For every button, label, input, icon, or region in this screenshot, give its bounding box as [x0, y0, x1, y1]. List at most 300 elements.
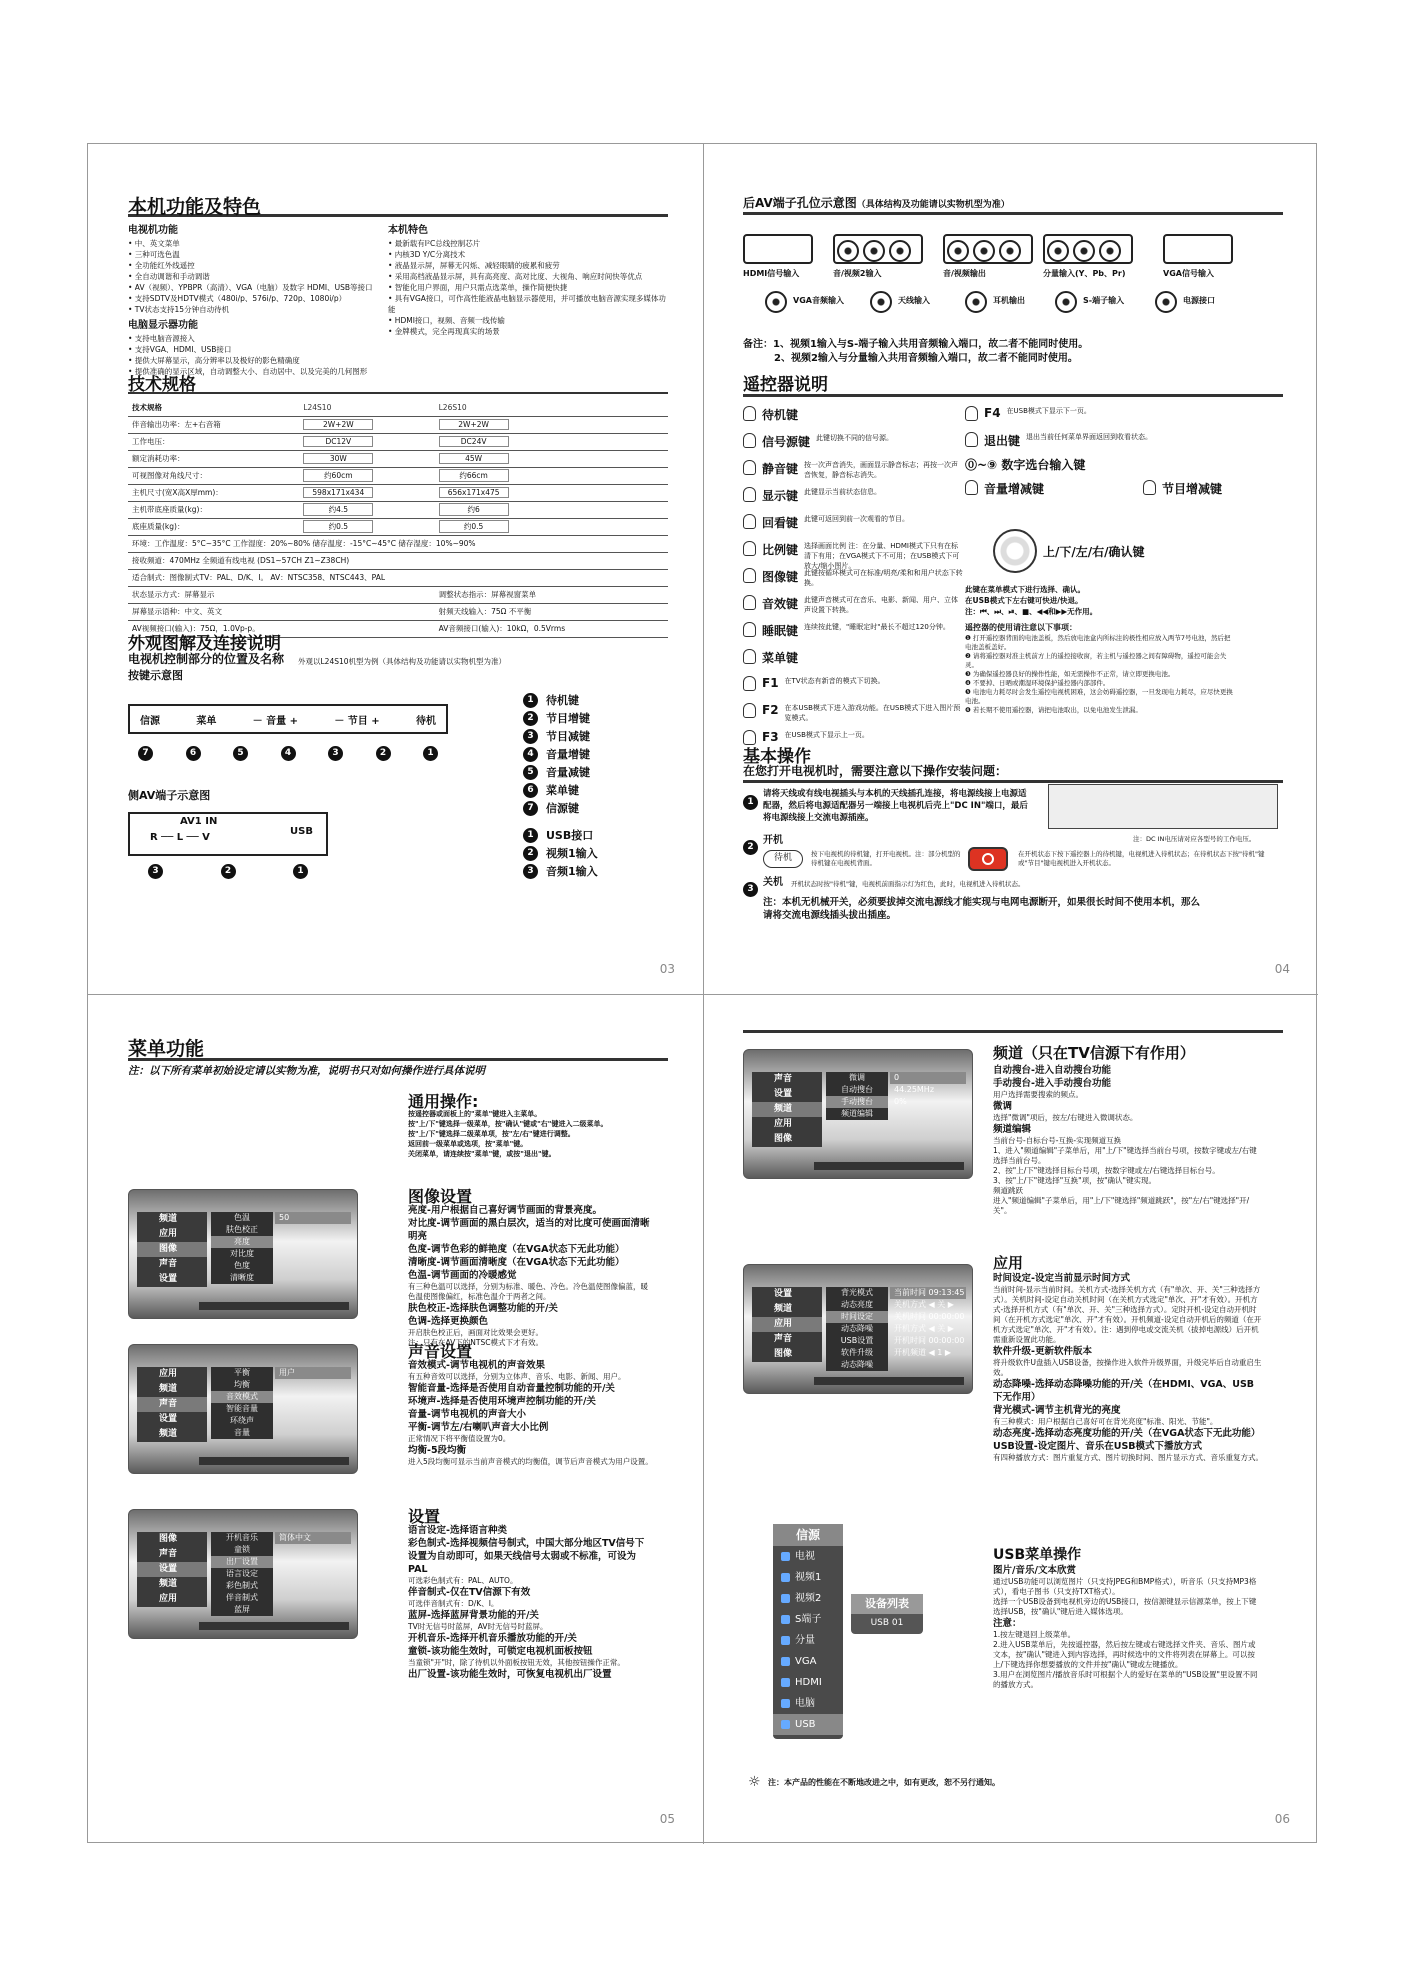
- menu-left-item[interactable]: 应用: [159, 1594, 178, 1604]
- tv-func-item: • 全功能红外线遥控: [128, 261, 195, 270]
- power-icon: [982, 853, 994, 865]
- section-item: 蓝屏-选择蓝屏背景功能的开/关: [408, 1610, 539, 1621]
- menu-mid-item[interactable]: 色度: [234, 1261, 250, 1270]
- menu-left-item[interactable]: 声音: [137, 1397, 207, 1412]
- source-label: 视频1: [795, 1572, 822, 1583]
- source-label: 分量: [795, 1635, 815, 1646]
- usb-title: USB菜单操作: [993, 1547, 1082, 1563]
- remote-button-icon: [743, 460, 756, 475]
- spec-line: 环境：工作温度：5°C~35°C 工作湿度：20%~80% 储存温度：-15°C~45°C 储存湿度：10%~90%: [128, 535, 668, 552]
- rear-port-label: 耳机输出: [993, 296, 1025, 305]
- spec-header-cell: L24S10: [299, 399, 434, 416]
- key-list-item: [523, 710, 590, 726]
- spec-value: 30W: [303, 453, 373, 464]
- tv-func-item: • 中、英文菜单: [128, 239, 180, 248]
- menu-mid-item[interactable]: 亮度: [211, 1236, 273, 1248]
- menu-mid-item[interactable]: 时间设定: [826, 1311, 888, 1323]
- rear-port-label: HDMI信号输入: [743, 269, 800, 278]
- source-item[interactable]: [773, 1546, 843, 1567]
- source-icon: [781, 1594, 790, 1603]
- source-label: 视频2: [795, 1593, 822, 1604]
- page-04: 后AV端子孔位示意图（具体结构及功能请以实物机型为准） HDMI信号输入 音/视频2输入 音/视频输出 分量输入(Y、Pb、Pr) VGA信号输入 VGA音频输入 天线输入 耳机输出 S-端子输入 电源接口 备注：1、视频1输入与S-端子输入共用音频输入端口，故二者不能同时使用。 2、视频2输入与分量输入共用音频输入端口，故二者不能同时使用。 遥控器说明 待机键 信号源键 此键切换不同的信号源。 静音键 按一次声音消失，画面显示静音标志；再按一次声音恢复，静音标志消失。 显示键 此键显示当前状态信息。 回看键 此键可返回到前一次观看的节目。 比例键 选择画面比例 注：在分量、HDMI模式下只有在标清下有用；在VGA模式下不可用；在USB模式下可放大/缩小图片。 图像键 此键按循环模式可在标准/明亮/柔和和用户状态下转换。 音效键 此键声音模式可在音乐、电影、新闻、用户、立体声设置下转换。 睡眠键 连续按此键，"睡眠定时"最长不超过120分钟。 菜单键 F1 在TV状态有新音的模式下切换。 F2 在本USB模式下进入游戏功能。在USB模式下进入图片预览模式。 F3 在USB模式下显示上一页。 F4 在USB模式下显示下一页。 退出键 退出当前任何菜单界面返回到收看状态。 ⓪~⑨ 数字选台输入键 音量增减键 节目增减键 上/下/左/右/确认键 此键在菜单模式下进行选择、确认。 在USB模式下左右键可快进/快退。 注：⏮、⏭、⏯、■、◀◀和▶▶无作用。 遥控器的使用请注意以下事项： ❶ 打开遥控器背面的电池盖板，然后放电池盒内所标注的极性相应放入两节7号电池，然后把电池盖板盖好。 ❷ 请将遥控器对准主机前方上的遥控接收窗，若主机与遥控器之间有障碍物，遥控可能会失灵。 ❸ 为确保遥控器良好的操作性能，如无需操作不正常，请立即更换电池。 ❹ 不要掉、日晒或潮湿环境保护遥控器内部部件。 ❺ 电池电力耗尽时会发生遥控电视机困难，这会妨碍遥控器，一旦发现电力耗尽，应尽快更换电池。 ❻ 若长期不使用遥控器，请把电池取出，以免电池发生泄漏。 基本操作 在您打开电视机时，需要注意以下操作安装问题： 1 请将天线或有线电视插头与本机的天线插孔连接，将电源线接上电源适配器，然后将电源适配器另一端接上电视机后壳上"DC IN"端口，最后将电源线接上交流电源插座。 注：DC IN电压请对应各型号的工作电压。 2 开机 待机 按下电视机的待机键，打开电视机。注：部分机型的待机键在电视机背面。 在开机状态下按下遥控器上的待机键，电视机进入待机状态；在待机状态下按"待机"键或"节目"键电视机进入开机状态。 3 关机 开机状态时按"待机"键，电视机前面指示灯为红色，此时，电视机进入待机状态。 注：本机无机械开关，必须要拔掉交流电源线才能实现与电网电源断开，如果很长时间不使用本机，那么请将交流电源线插头拔出插座。 04: [743, 196, 1290, 976]
- source-label: S端子: [795, 1614, 822, 1625]
- section-small: 正常情况下将平衡值设置为0。: [408, 1434, 511, 1443]
- menu-mid-item[interactable]: 清晰度: [230, 1273, 254, 1282]
- remote-key-row: [743, 460, 963, 480]
- side-av-title: 侧AV端子示意图: [128, 789, 211, 802]
- remote-button-icon: [743, 676, 756, 691]
- menu-right-item[interactable]: 0%: [894, 1097, 907, 1106]
- remote-care-item: ❺ 电池电力耗尽时会发生遥控电视机困难，这会妨碍遥控器，一旦发现电力耗尽，应尽快更换电池。: [965, 688, 1233, 705]
- setup-title: 设置: [408, 1507, 441, 1526]
- remote-key-name: 上/下/左/右/确认键: [1043, 545, 1145, 559]
- top-rule: [743, 1030, 1283, 1033]
- usb-label: USB: [290, 826, 313, 837]
- section-small: 当前台号-自标台号-互换-实现频道互换: [993, 1136, 1122, 1145]
- page-number: 05: [659, 1812, 675, 1826]
- remote-key-name: F2: [762, 703, 779, 717]
- menu-mid-item[interactable]: 动态亮度: [841, 1300, 873, 1309]
- remote-button-icon: [743, 514, 756, 529]
- rear-port: [943, 234, 1033, 264]
- side-list-item: [523, 863, 598, 879]
- key-number: 7: [138, 746, 153, 761]
- page-06: [703, 994, 1318, 1844]
- source-item[interactable]: [773, 1714, 843, 1735]
- dpad-icon: [993, 529, 1037, 573]
- rlv-label: R ── L ── V: [150, 832, 210, 843]
- keys-diagram-title: 按键示意图: [128, 669, 183, 682]
- menu-left-item[interactable]: 设置: [137, 1562, 207, 1577]
- spec-table: [128, 399, 668, 638]
- spec-line: 适合制式：图像制式TV：PAL、D/K、I。 AV：NTSC358、NTSC443、PAL: [128, 569, 668, 586]
- menu-right-item[interactable]: 开机频道 ◀ 1 ▶: [894, 1348, 952, 1357]
- control-title: 电视机控制部分的位置及名称: [128, 652, 285, 666]
- tv-func-item: • 全自动调谐和手动调谐: [128, 272, 210, 281]
- menu-mid-item[interactable]: 蓝屏: [234, 1605, 250, 1614]
- general-item: 按"上/下"键选择二级菜单项，按"左/右"键进行调整。: [408, 1130, 575, 1138]
- feature-item: • 采用高档液晶显示屏，具有高亮度、高对比度、大视角、响应时间快等优点: [388, 272, 643, 281]
- remote-key-name: 信号源键: [762, 435, 811, 449]
- menu-left-item[interactable]: 频道: [774, 1304, 793, 1314]
- remote-button-icon: [743, 568, 756, 583]
- rca-jack-icon: [1073, 240, 1095, 262]
- key-number: 4: [281, 746, 296, 761]
- remote-key-name: 图像键: [762, 570, 799, 584]
- rear-jack-icon: [1155, 291, 1177, 313]
- key-list-item: [523, 728, 590, 744]
- channel-section: [993, 1064, 1263, 1216]
- key-list-item: [523, 692, 579, 708]
- section-item: 肤色校正-选择肤色调整功能的开/关: [408, 1303, 558, 1314]
- section-small: 3.用户在浏览图片/播放音乐时可根据个人的爱好在菜单的"USB设置"里设置不同的播放方式。: [993, 1670, 1258, 1689]
- menu-mid-item[interactable]: USB设置: [840, 1336, 874, 1345]
- menu-left-item[interactable]: 应用: [774, 1119, 793, 1129]
- source-icon: [781, 1573, 790, 1582]
- source-icon: [781, 1552, 790, 1561]
- source-item[interactable]: [773, 1588, 843, 1609]
- key-list-number: 2: [523, 711, 538, 726]
- section-item: 动态亮度-选择动态亮度功能的开/关（在VGA状态下无此功能）: [993, 1428, 1261, 1439]
- menu-left-item[interactable]: 应用: [752, 1317, 822, 1332]
- section-item: 彩色制式-选择视频信号制式，中国大部分地区TV信号下设置为自动即可，如果天线信号太弱或不标准，可设为PAL: [408, 1538, 645, 1575]
- menu-mid-item[interactable]: 动态降噪: [841, 1324, 873, 1333]
- key-list-item: [523, 746, 590, 762]
- remote-button-icon: [743, 649, 756, 664]
- menu-left-item[interactable]: 频道: [159, 1579, 178, 1589]
- menu-mid-item[interactable]: 音效模式: [211, 1391, 273, 1403]
- spec-line: AV音频接口(输入)：10kΩ，0.5Vrms: [435, 620, 668, 637]
- menu-mid-item[interactable]: 背光模式: [841, 1288, 873, 1297]
- source-icon: [781, 1699, 790, 1708]
- spec-value: 2W+2W: [303, 419, 373, 430]
- key-list-label: 节目减键: [546, 730, 590, 743]
- spec-cell: [435, 501, 647, 518]
- source-item[interactable]: [773, 1630, 843, 1651]
- menu-note: 注：以下所有菜单初始设定请以实物为准，说明书只对如何操作进行具体说明: [128, 1065, 485, 1077]
- sound-section: [408, 1359, 653, 1467]
- side-list-number: 3: [523, 864, 538, 879]
- menu-left-item[interactable]: 设置: [159, 1274, 178, 1284]
- remote-care-title: 遥控器的使用请注意以下事项：: [965, 623, 1077, 632]
- menu-mid-item[interactable]: 童锁: [234, 1545, 250, 1554]
- panel-key-label: 信源: [140, 716, 160, 727]
- rear-port-label: VGA信号输入: [1163, 269, 1214, 278]
- key-list-number: 6: [523, 783, 538, 798]
- menu-right-item[interactable]: 开机时间 00:00:00: [894, 1336, 965, 1345]
- spec-cell: [299, 484, 434, 501]
- section-item: 音量-调节电视机的声音大小: [408, 1409, 526, 1420]
- remote-care-item: ❹ 不要掉、日晒或潮湿环境保护遥控器内部部件。: [965, 679, 1110, 687]
- spec-cell: 底座质量(kg)：: [128, 518, 299, 535]
- rca-jack-icon: [837, 240, 859, 262]
- spec-cell: [435, 518, 647, 535]
- key-list-number: 4: [523, 747, 538, 762]
- menu-mid-item[interactable]: 语言设定: [226, 1569, 258, 1578]
- menu-mid-item[interactable]: 微调: [849, 1073, 865, 1082]
- remote-power-button[interactable]: [968, 847, 1008, 871]
- menu-right-item[interactable]: 当前时间 09:13:45: [890, 1287, 966, 1299]
- general-item: 返回前一级菜单或选项，按"菜单"键。: [408, 1140, 528, 1148]
- menu-left-item[interactable]: 频道: [752, 1102, 822, 1117]
- menu-left-item[interactable]: 设置: [774, 1089, 793, 1099]
- section-item: 色调-选择更换颜色: [408, 1316, 488, 1327]
- app-section: [993, 1272, 1263, 1463]
- remote-key-row: [965, 432, 1152, 449]
- menu-right-item[interactable]: 关机方式 ◀ 关 ▶: [894, 1300, 954, 1309]
- section-item: 手动搜台-进入手动搜台功能: [993, 1078, 1111, 1089]
- spec-cell: 主机尺寸(宽X高X厚mm)：: [128, 484, 299, 501]
- rear-port: [743, 234, 813, 264]
- remote-key-name: 回看键: [762, 516, 799, 530]
- basic-step-1: 请将天线或有线电视插头与本机的天线插孔连接，将电源线接上电源适配器，然后将电源适配器另一端接上电视机后壳上"DC IN"端口，最后将电源线接上交流电源插座。: [763, 789, 1028, 823]
- spec-cell: [299, 501, 434, 518]
- remote-button-icon: [743, 541, 756, 556]
- menu-left-item[interactable]: 声音: [159, 1259, 178, 1269]
- spec-row: [128, 501, 668, 518]
- remote-care-item: ❻ 若长期不使用遥控器，请把电池取出，以免电池发生泄漏。: [965, 706, 1142, 714]
- source-menu-title: 信源: [773, 1524, 843, 1546]
- rear-port-label: VGA音频输入: [793, 296, 844, 305]
- menu-right-item[interactable]: 50: [275, 1212, 351, 1224]
- remote-button-icon: [965, 432, 978, 447]
- section-small: 注：只有在AV下的NTSC模式下才有效。: [408, 1338, 543, 1347]
- basic-note: 注：DC IN电压请对应各型号的工作电压。: [1133, 835, 1256, 843]
- rear-title: 后AV端子孔位示意图（具体结构及功能请以实物机型为准）: [743, 196, 1010, 210]
- menu-mid-item[interactable]: 对比度: [230, 1249, 254, 1258]
- section-item: 环境声-选择是否使用环境声控制功能的开/关: [408, 1396, 596, 1407]
- menu-right-item[interactable]: 关机时间 00:00:00: [894, 1312, 965, 1321]
- spec-row: [128, 484, 668, 501]
- section-small: 当童锁"开"时，除了待机以外面板按钮无效，其他按钮操作正常。: [408, 1658, 625, 1667]
- source-item[interactable]: [773, 1651, 843, 1672]
- side-list-number: 2: [523, 846, 538, 861]
- basic-sub: 在您打开电视机时，需要注意以下操作安装问题：: [743, 764, 1008, 778]
- basic-title: 基本操作: [743, 747, 811, 767]
- panel-key-label: 菜单: [196, 716, 217, 727]
- spec-cell: 主机带底座质量(kg)：: [128, 501, 299, 518]
- page-title: 本机功能及特色: [128, 196, 262, 218]
- section-item: 均衡-5段均衡: [408, 1445, 467, 1456]
- general-list: [408, 1109, 648, 1159]
- remote-key-row: [1143, 480, 1222, 497]
- section-item: 语言设定-选择语言种类: [408, 1525, 507, 1536]
- menu-mid-item[interactable]: 伴音制式: [226, 1593, 258, 1602]
- menu-mid-item[interactable]: 环绕声: [230, 1416, 254, 1425]
- section-small: 有四种播放方式：图片重复方式、图片切换时间、图片显示方式、音乐重复方式。: [993, 1453, 1263, 1462]
- section-item: 背光模式-调节主机背光的亮度: [993, 1405, 1121, 1416]
- remote-key-desc: 此键显示当前状态信息。: [804, 488, 882, 496]
- menu-mid-item[interactable]: 手动搜台: [826, 1096, 888, 1108]
- menu-left-item[interactable]: 图像: [137, 1242, 207, 1257]
- page-03: [88, 144, 703, 994]
- section-small: 可选伴音制式有：D/K、I。: [408, 1599, 499, 1608]
- spec-row: [128, 467, 668, 484]
- menu-left-item[interactable]: 图像: [774, 1349, 793, 1359]
- remote-key-row: [743, 703, 963, 723]
- spec-cell: 可视图像对角线尺寸：: [128, 467, 299, 484]
- key-number: 5: [233, 746, 248, 761]
- spec-line: 屏幕显示语种：中文、英文: [128, 603, 435, 620]
- device-usb-01[interactable]: USB 01: [870, 1618, 904, 1628]
- image-section: [408, 1204, 653, 1348]
- app-title: 应用: [993, 1254, 1024, 1272]
- section-small: 频道跳跃: [993, 1186, 1023, 1195]
- section-small: 选择"微调"项后，按左/右键进入微调状态。: [993, 1113, 1138, 1122]
- key-list-item: [523, 800, 579, 816]
- remote-key-row: [743, 541, 963, 571]
- section-item: 频道编辑: [993, 1124, 1032, 1135]
- menu-mid-item[interactable]: 自动搜台: [841, 1085, 873, 1094]
- pc-func-item: • 支持VGA、HDMI、USB接口: [128, 345, 232, 354]
- spec-cell: 额定消耗功率：: [128, 450, 299, 467]
- menu-mid-item[interactable]: 彩色制式: [226, 1581, 258, 1590]
- usb-section: [993, 1564, 1263, 1690]
- section-small: 当前时间-显示当前时间。关机方式-选择关机方式（有"单次、开、关"三种选择方式）。关机时间-设定自动关机时间（在关机方式选定"单次、开"才有效）。开机方式-选择开机方式（有"单次、开、关"三种选择方式）。定时开机-设定自动开机时间（在开机方式选定"单次、开"才有效）。开机频道-设定自动开机后的频道（在开机方式选定"单次、开"才有效）。注：遇到停电或交流关机（拔掉电源线）后开机需重新设置此功能。: [993, 1285, 1262, 1344]
- spec-value: DC24V: [439, 436, 509, 447]
- menu-right-item[interactable]: 简体中文: [275, 1532, 351, 1544]
- power-note: 注：本机无机械开关，必须要拔掉交流电源线才能实现与电网电源断开，如果很长时间不使用本机，那么请将交流电源线插头拔出插座。: [763, 897, 1201, 921]
- feature-item: • 内核3D Y/C分离技术: [388, 250, 466, 259]
- remote-key-row: [1043, 543, 1145, 560]
- rear-port-label: 天线输入: [898, 296, 930, 305]
- source-item[interactable]: [773, 1567, 843, 1588]
- setup-menu-screenshot: [128, 1509, 358, 1639]
- source-icon: [781, 1615, 790, 1624]
- spec-value: DC12V: [303, 436, 373, 447]
- app-menu-screenshot: [743, 1264, 973, 1394]
- device-list: [851, 1594, 923, 1634]
- spec-cell: [299, 467, 434, 484]
- section-item: 童锁-该功能生效时，可锁定电视机面板按钮: [408, 1646, 593, 1657]
- rear-port-label: 电源接口: [1183, 296, 1215, 305]
- remote-care-list: [965, 634, 1235, 715]
- menu-left-item[interactable]: 声音: [774, 1334, 793, 1344]
- menu-left-item[interactable]: 频道: [159, 1214, 178, 1224]
- menu-right-item[interactable]: 用户: [275, 1367, 351, 1379]
- menu-left-item[interactable]: 应用: [159, 1229, 178, 1239]
- source-menu: [773, 1524, 843, 1739]
- spec-cell: [299, 433, 434, 450]
- channel-title: 频道（只在TV信源下有作用）: [993, 1044, 1195, 1062]
- setup-section: [408, 1524, 653, 1681]
- source-label: USB: [795, 1719, 816, 1730]
- menu-left-item[interactable]: 应用: [159, 1369, 178, 1379]
- section-item: 自动搜台-进入自动搜台功能: [993, 1065, 1111, 1076]
- menu-right-item[interactable]: 44.25MHz: [894, 1085, 935, 1094]
- rear-rule: [743, 212, 1283, 215]
- pc-func-item: • 支持电脑音源接入: [128, 334, 195, 343]
- remote-key-name: F1: [762, 676, 779, 690]
- menu-mid-item[interactable]: 智能音量: [226, 1404, 258, 1413]
- section-item: 图片/音乐/文本欣赏: [993, 1565, 1076, 1576]
- section-small: 将升级软件U盘插入USB设备，按操作进入软件升级界面，升级完毕后自动重启生效。: [993, 1358, 1262, 1377]
- remote-button-icon: [743, 622, 756, 637]
- source-icon: [781, 1636, 790, 1645]
- menu-left-item[interactable]: 声音: [159, 1549, 178, 1559]
- menu-mid-item[interactable]: 开机音乐: [226, 1533, 258, 1542]
- spec-value: 656x171x475: [439, 487, 509, 498]
- channel-menu-screenshot: [743, 1049, 973, 1179]
- remote-key-desc: 按一次声音消失，画面显示静音标志；再按一次声音恢复，静音标志消失。: [804, 461, 959, 479]
- power-on-right: 在开机状态下按下遥控器上的待机键，电视机进入待机状态；在待机状态下按"待机"键或"节目"键电视机进入开机状态。: [1018, 850, 1265, 867]
- key-list-number: 3: [523, 729, 538, 744]
- menu-mid-item[interactable]: 色温: [234, 1213, 250, 1222]
- remote-key-row: [965, 456, 1085, 473]
- menu-left-item[interactable]: 图像: [774, 1134, 793, 1144]
- rear-jack-icon: [965, 291, 987, 313]
- menu-left-item[interactable]: 设置: [159, 1414, 178, 1424]
- remote-key-name: 音效键: [762, 597, 799, 611]
- rear-ports-row1: [743, 224, 1283, 284]
- key-list-label: 待机键: [546, 694, 579, 707]
- rca-jack-icon: [973, 240, 995, 262]
- section-small: TV时无信号时蓝屏，AV时无信号时蓝屏。: [408, 1622, 548, 1631]
- remote-key-row: [743, 433, 963, 450]
- spec-header-cell: 技术规格: [128, 399, 299, 416]
- menu-left-item[interactable]: 声音: [774, 1074, 793, 1084]
- remote-key-desc: 退出当前任何菜单界面返回到收看状态。: [1026, 433, 1153, 441]
- menu-mid-item[interactable]: 均衡: [234, 1380, 250, 1389]
- rear-port-label: S-端子输入: [1083, 296, 1125, 305]
- menu-mid-item[interactable]: 出厂设置: [211, 1556, 273, 1568]
- menu-mid-item[interactable]: 肤色校正: [226, 1225, 258, 1234]
- remote-key-row: [743, 487, 963, 504]
- remote-key-name: 音量增减键: [984, 482, 1045, 496]
- control-note: 外观以L24S10机型为例（具体结构及功能请以实物机型为准）: [298, 657, 507, 666]
- remote-key-desc: 此键按循环模式可在标准/明亮/柔和和用户状态下转换。: [804, 569, 963, 587]
- menu-left-item[interactable]: 图像: [159, 1534, 178, 1544]
- sound-menu-screenshot: [128, 1344, 358, 1474]
- menu-mid-item[interactable]: 动态降噪: [841, 1360, 873, 1369]
- menu-left-item[interactable]: 频道: [159, 1429, 178, 1439]
- section-item: 亮度-用户根据自己喜好调节画面的背景亮度。: [408, 1205, 602, 1216]
- side-list-number: 1: [523, 828, 538, 843]
- panel-key-label: － 音量 +: [252, 716, 298, 727]
- remote-key-desc: 连续按此键，"睡眠定时"最长不超过120分钟。: [804, 623, 950, 631]
- standby-button[interactable]: 待机: [763, 850, 803, 868]
- section-item: 软件升级-更新软件版本: [993, 1346, 1092, 1357]
- section-item: 清晰度-调节画面清晰度（在VGA状态下无此功能）: [408, 1257, 625, 1268]
- spec-line: 调整状态指示：屏幕视窗菜单: [435, 586, 668, 603]
- tv-func-item: • 三种可选色温: [128, 250, 180, 259]
- spec-value: 598x171x434: [303, 487, 373, 498]
- key-number: 2: [376, 746, 391, 761]
- spec-value: 2W+2W: [439, 419, 509, 430]
- remote-key-row: [965, 406, 1091, 421]
- remote-key-desc: 此键可返回到前一次观看的节目。: [804, 515, 910, 523]
- menu-left-item[interactable]: 频道: [159, 1384, 178, 1394]
- menu-mid-item[interactable]: 平衡: [234, 1368, 250, 1377]
- menu-mid-item[interactable]: 音量: [234, 1428, 250, 1437]
- remote-button-icon: [1143, 480, 1156, 495]
- connection-diagram: [1048, 784, 1278, 829]
- menu-mid-item[interactable]: 软件升级: [841, 1348, 873, 1357]
- general-item: 关闭菜单，请连续按"菜单"键，或按"退出"键。: [408, 1150, 556, 1158]
- rear-port-label: 音/视频输出: [943, 269, 986, 278]
- menu-mid-item[interactable]: 频道编辑: [841, 1109, 873, 1118]
- remote-button-icon: [743, 406, 756, 421]
- tv-func-title: 电视机功能: [128, 225, 178, 236]
- key-number-row: [138, 746, 438, 761]
- source-icon: [781, 1678, 790, 1687]
- remote-rule: [743, 394, 1283, 397]
- source-item[interactable]: [773, 1672, 843, 1693]
- source-item[interactable]: [773, 1693, 843, 1714]
- section-small: 3、按"上/下"键选择"互换"项，按"确认"键实现。: [993, 1176, 1156, 1185]
- section-item: 对比度-调节画面的黑白层次，适当的对比度可使画面清晰明亮: [408, 1218, 650, 1242]
- key-number: 1: [423, 746, 438, 761]
- menu-left-item[interactable]: 设置: [774, 1289, 793, 1299]
- menu-right-item[interactable]: 开机方式 ◀ 关 ▶: [894, 1324, 954, 1333]
- remote-key-row: [965, 480, 1044, 497]
- power-on-left: 按下电视机的待机键，打开电视机。注：部分机型的待机键在电视机背面。: [811, 850, 961, 867]
- rear-jack-icon: [870, 291, 892, 313]
- key-list-label: 菜单键: [546, 784, 579, 797]
- menu-right-item[interactable]: 0: [890, 1072, 966, 1084]
- spec-value: 约0.5: [303, 520, 373, 533]
- spec-row: [128, 450, 668, 467]
- rear-remark-2: 2、视频2输入与分量输入共用音频输入端口，故二者不能同时使用。: [774, 353, 1078, 364]
- source-item[interactable]: [773, 1609, 843, 1630]
- panel-key-label: － 节目 +: [334, 716, 380, 727]
- remote-button-icon: [743, 703, 756, 718]
- rear-port-label: 分量输入(Y、Pb、Pr): [1043, 269, 1126, 278]
- remote-key-desc: 在USB模式下显示上一页。: [784, 731, 869, 739]
- rear-port-label: 音/视频2输入: [833, 269, 882, 278]
- remote-key-name: F4: [984, 406, 1001, 420]
- spec-cell: [299, 416, 434, 433]
